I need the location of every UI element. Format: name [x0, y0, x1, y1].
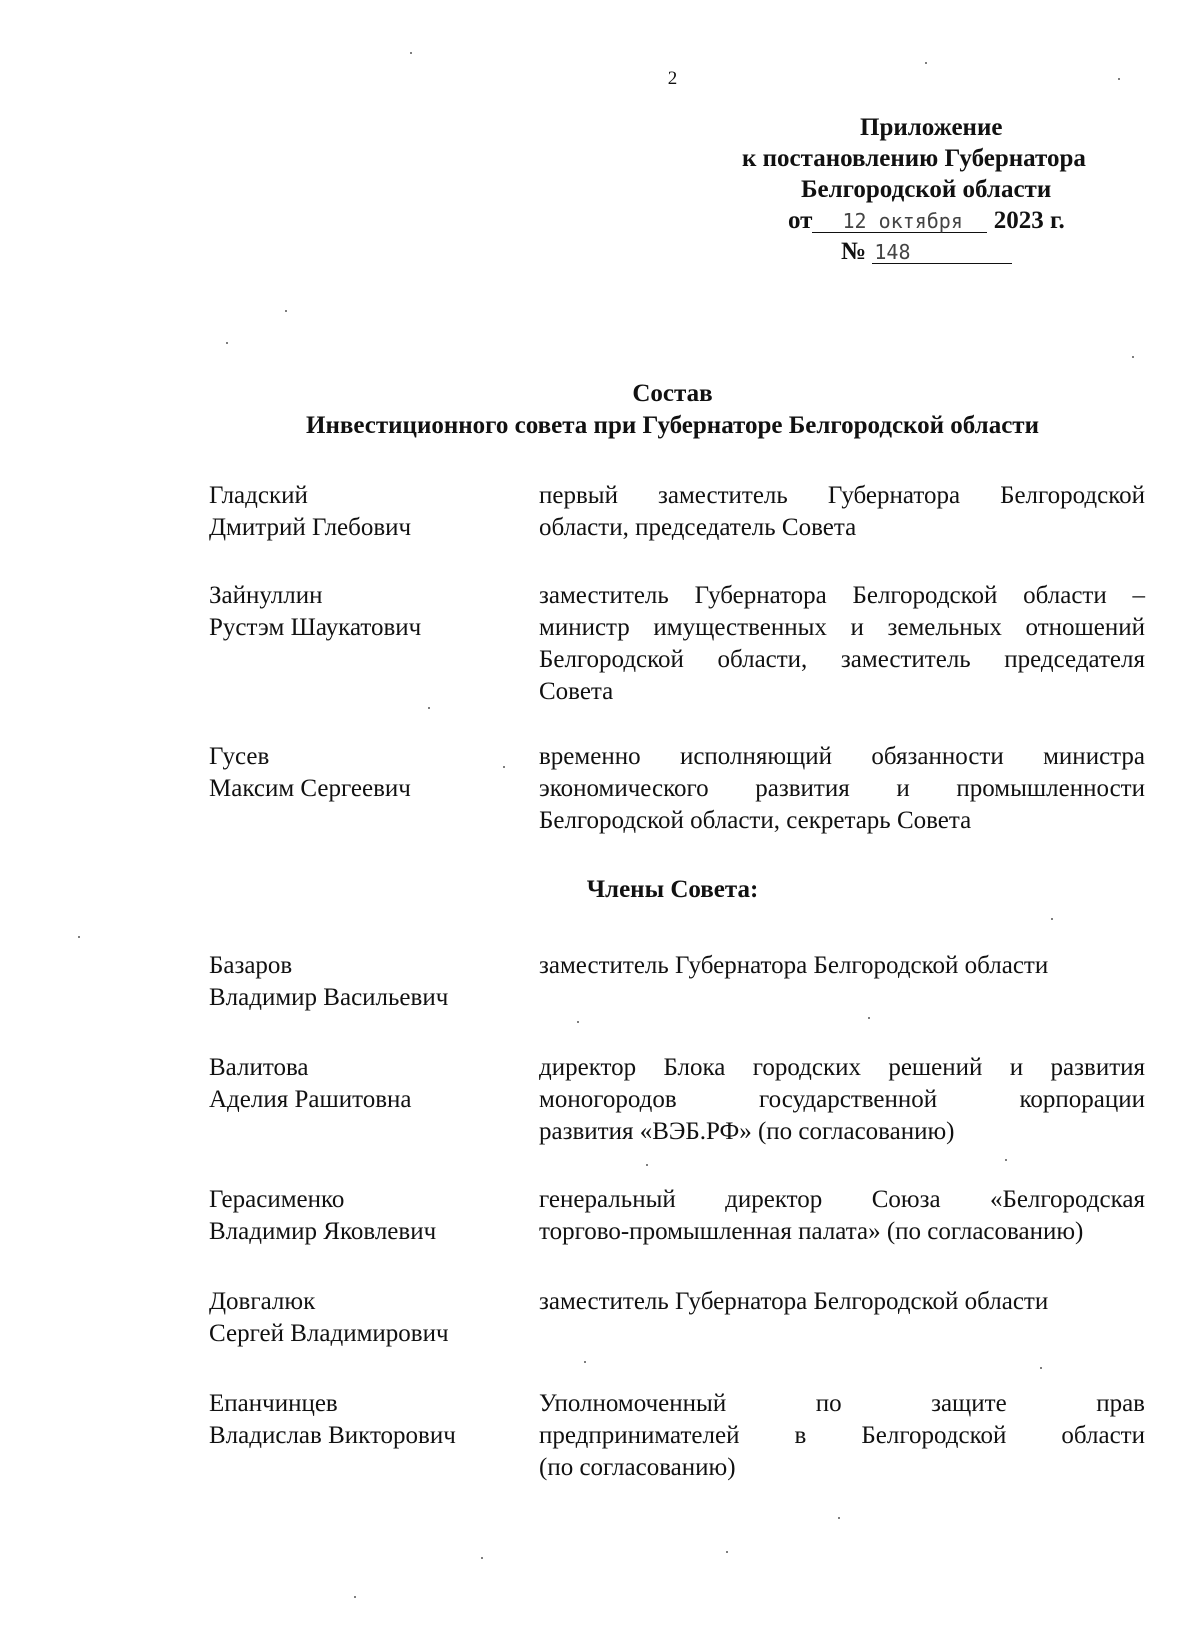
person-role: [539, 480, 1145, 544]
scan-speck: [577, 1021, 579, 1023]
person-role: [539, 1052, 1145, 1148]
person-surname: Базаров: [209, 952, 293, 979]
scan-speck: [428, 707, 430, 709]
person-given-names: Владислав Викторович: [209, 1422, 456, 1449]
role-line: Совета: [539, 678, 614, 705]
person-role: [539, 1388, 1145, 1484]
scan-speck: [78, 936, 80, 938]
scan-speck: [1051, 918, 1053, 920]
role-line: генеральный директор Союза «Белгородская: [539, 1186, 1145, 1213]
scan-speck: [1118, 78, 1120, 80]
person-name: [209, 1388, 509, 1452]
role-line: временно исполняющий обязанности министра: [539, 743, 1145, 770]
scan-speck: [868, 1017, 870, 1019]
scan-speck: [410, 52, 412, 54]
person-name: [209, 1052, 509, 1116]
role-line: развития «ВЭБ.РФ» (по согласованию): [539, 1118, 955, 1145]
scan-speck: [925, 62, 927, 64]
scan-speck: [503, 766, 505, 768]
scan-speck: [1040, 1367, 1042, 1369]
person-role: [539, 1286, 1145, 1318]
date-value: 12 октября: [812, 210, 987, 233]
appendix-region: Белгородской области: [801, 176, 1052, 203]
person-name: [209, 950, 509, 1014]
person-given-names: Сергей Владимирович: [209, 1320, 449, 1347]
role-line: предпринимателей в Белгородской области: [539, 1422, 1145, 1449]
person-surname: Епанчинцев: [209, 1390, 338, 1417]
person-surname: Зайнуллин: [209, 582, 323, 609]
title-line-2: Инвестиционного совета при Губернаторе Белгородской области: [306, 412, 1039, 439]
number-prefix: №: [841, 238, 867, 265]
person-role: [539, 950, 1145, 982]
title-line-1: Состав: [632, 380, 713, 407]
person-role: [539, 741, 1145, 837]
date-prefix: от: [788, 207, 813, 234]
role-line: заместитель Губернатора Белгородской области: [539, 952, 1049, 979]
role-line: (по согласованию): [539, 1454, 736, 1481]
scan-speck: [584, 1361, 586, 1363]
scan-speck: [726, 1551, 728, 1553]
scan-speck: [481, 1557, 483, 1559]
page-number: 2: [667, 68, 678, 89]
role-line: заместитель Губернатора Белгородской области –: [539, 582, 1145, 609]
role-line: министр имущественных и земельных отношений: [539, 614, 1145, 641]
document-title: [0, 378, 1200, 442]
members-heading: Члены Совета:: [586, 876, 759, 903]
person-given-names: Владимир Васильевич: [209, 984, 449, 1011]
appendix-number-line: [841, 236, 1012, 267]
person-name: [209, 480, 509, 544]
appendix-title: Приложение: [860, 114, 1003, 141]
person-name: [209, 1184, 509, 1248]
scan-speck: [646, 1164, 648, 1166]
role-line: Белгородской области, заместитель председателя: [539, 646, 1145, 673]
person-given-names: Дмитрий Глебович: [209, 514, 412, 541]
appendix-reference: к постановлению Губернатора: [742, 145, 1086, 172]
scan-speck: [285, 310, 287, 312]
appendix-date-line: [788, 205, 1065, 236]
person-surname: Гусев: [209, 743, 270, 770]
person-name: [209, 580, 509, 644]
person-name: [209, 741, 509, 805]
number-value: 148: [872, 241, 1012, 264]
role-line: торгово-промышленная палата» (по согласованию): [539, 1218, 1084, 1245]
person-name: [209, 1286, 509, 1350]
role-line: первый заместитель Губернатора Белгородской: [539, 482, 1145, 509]
role-line: заместитель Губернатора Белгородской области: [539, 1288, 1049, 1315]
scan-speck: [226, 342, 228, 344]
person-surname: Герасименко: [209, 1186, 345, 1213]
scan-speck: [1132, 356, 1134, 358]
person-role: [539, 1184, 1145, 1248]
scan-speck: [838, 1517, 840, 1519]
scan-speck: [1005, 1159, 1007, 1161]
role-line: директор Блока городских решений и развития: [539, 1054, 1145, 1081]
role-line: области, председатель Совета: [539, 514, 857, 541]
person-given-names: Максим Сергеевич: [209, 775, 411, 802]
role-line: экономического развития и промышленности: [539, 775, 1145, 802]
person-surname: Гладский: [209, 482, 308, 509]
scan-speck: [354, 1596, 356, 1598]
person-given-names: Аделия Рашитовна: [209, 1086, 412, 1113]
role-line: Белгородской области, секретарь Совета: [539, 807, 972, 834]
person-given-names: Рустэм Шаукатович: [209, 614, 422, 641]
person-role: [539, 580, 1145, 708]
role-line: моногородов государственной корпорации: [539, 1086, 1145, 1113]
role-line: Уполномоченный по защите прав: [539, 1390, 1145, 1417]
person-surname: Довгалюк: [209, 1288, 316, 1315]
person-surname: Валитова: [209, 1054, 309, 1081]
date-year: 2023 г.: [993, 207, 1065, 234]
person-given-names: Владимир Яковлевич: [209, 1218, 437, 1245]
